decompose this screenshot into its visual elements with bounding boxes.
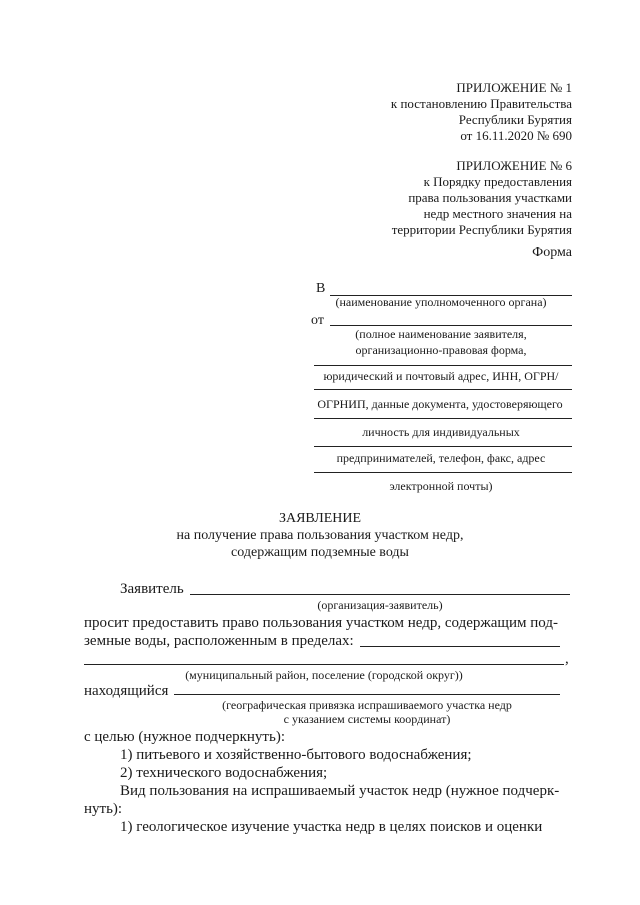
geo-caption-2: с указанием системы координат): [283, 712, 451, 726]
to-prefix: В: [316, 281, 326, 296]
applicant-label: Заявитель: [120, 581, 184, 597]
purpose-option-2: 2) технического водоснабжения;: [120, 765, 328, 781]
purpose-option-1: 1) питьевого и хозяйственно-бытового водоснабжения;: [120, 747, 472, 763]
geo-field-line: [174, 694, 560, 695]
from-field-line-3: [314, 389, 572, 390]
appendix-1-line-1: к постановлению Правительства: [390, 96, 572, 111]
appendix-1-title: ПРИЛОЖЕНИЕ № 1: [456, 80, 572, 95]
document-title: ЗАЯВЛЕНИЕ: [278, 511, 362, 526]
document-subtitle-2: содержащим подземные воды: [231, 545, 409, 560]
appendix-6-line-4: территории Республики Бурятия: [391, 222, 572, 237]
applicant-field-line: [190, 594, 570, 595]
from-prefix: от: [311, 313, 324, 328]
located-label: находящийся: [84, 683, 169, 699]
from-caption-3: юридический и почтовый адрес, ИНН, ОГРН/: [323, 369, 559, 383]
from-field-line: [330, 325, 572, 326]
applicant-caption: (организация-заявитель): [317, 598, 443, 612]
purpose-intro: с целью (нужное подчеркнуть):: [84, 729, 285, 745]
municipal-field-line: [84, 664, 564, 665]
use-option-1: 1) геологическое изучение участка недр в целях поисков и оценки: [120, 819, 543, 835]
appendix-6-line-3: недр местного значения на: [423, 206, 572, 221]
from-field-line-5: [314, 446, 572, 447]
to-caption: (наименование уполномоченного органа): [335, 295, 547, 309]
use-type-line-2: нуть):: [84, 801, 123, 817]
appendix-1-line-2: Республики Бурятия: [458, 112, 572, 127]
request-line-1: просит предоставить право пользования участком недр, содержащим под-: [84, 615, 558, 631]
document-subtitle-1: на получение права пользования участком недр,: [176, 528, 464, 543]
area-field-line: [360, 646, 560, 647]
geo-caption-1: (географическая привязка испрашиваемого участка недр: [222, 698, 512, 712]
from-caption-7: электронной почты): [389, 479, 493, 493]
use-type-line-1: Вид пользования на испрашиваемый участок недр (нужное подчерк-: [120, 783, 560, 799]
from-caption-2: организационно-правовая форма,: [355, 343, 527, 357]
from-field-line-2: [314, 365, 572, 366]
appendix-6-title: ПРИЛОЖЕНИЕ № 6: [456, 158, 572, 173]
from-caption-4: ОГРНИП, данные документа, удостоверяющего: [317, 397, 563, 411]
appendix-1-line-3: от 16.11.2020 № 690: [460, 128, 572, 143]
request-line-2: земные воды, расположенным в пределах:: [84, 633, 354, 649]
municipal-caption: (муниципальный район, поселение (городской округ)): [185, 668, 463, 682]
appendix-6-line-1: к Порядку предоставления: [423, 174, 572, 189]
municipal-comma: ,: [565, 651, 569, 667]
from-field-line-6: [314, 472, 572, 473]
from-caption-1: (полное наименование заявителя,: [355, 327, 527, 341]
from-caption-6: предпринимателей, телефон, факс, адрес: [336, 451, 546, 465]
from-caption-5: личность для индивидуальных: [362, 425, 520, 439]
from-field-line-4: [314, 418, 572, 419]
form-label: Форма: [532, 245, 572, 260]
appendix-6-line-2: права пользования участками: [408, 190, 572, 205]
